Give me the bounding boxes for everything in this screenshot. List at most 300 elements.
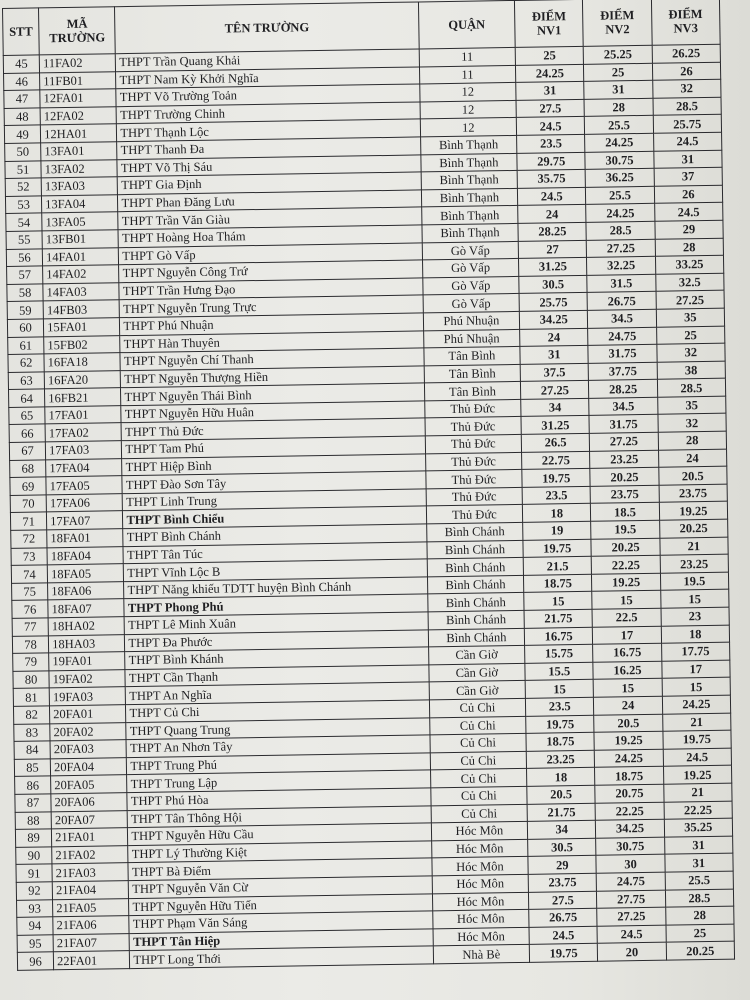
cell-code: 14FA02 [43, 265, 120, 284]
cell-school-name: THPT Gia Định [118, 172, 422, 194]
cell-score-nv3: 31 [653, 150, 722, 169]
cell-code: 12HA01 [40, 124, 117, 143]
cell-score-nv2: 25.25 [584, 45, 653, 64]
cell-stt: 75 [12, 583, 48, 601]
cell-score-nv2: 19.5 [591, 520, 660, 539]
cell-district: Bình Thạnh [421, 171, 518, 190]
cell-stt: 83 [14, 723, 50, 741]
cell-score-nv2: 27.25 [597, 907, 666, 926]
cell-score-nv3: 28 [655, 238, 724, 257]
cell-stt: 87 [15, 794, 51, 812]
cell-school-name: THPT Võ Thị Sáu [117, 155, 421, 177]
cell-code: 21FA06 [53, 916, 130, 935]
cell-score-nv2: 24.25 [595, 749, 664, 768]
cell-code: 15FA01 [44, 318, 121, 337]
cell-stt: 96 [17, 952, 53, 970]
cell-district: Tân Bình [424, 346, 521, 365]
cell-school-name: THPT Thạnh Lộc [117, 119, 421, 141]
cell-score-nv1: 30.5 [519, 275, 588, 294]
cell-school-name: THPT Nguyễn Hữu Cầu [128, 823, 432, 845]
cell-score-nv1: 15.5 [525, 662, 594, 681]
cell-score-nv3: 22.25 [664, 801, 733, 820]
cell-score-nv3: 38 [657, 361, 726, 380]
cell-score-nv1: 34.25 [519, 310, 588, 329]
cell-score-nv2: 23.75 [590, 485, 659, 504]
cell-stt: 79 [13, 653, 49, 671]
cell-district: Thủ Đức [426, 487, 523, 506]
cell-school-name: THPT Năng khiếu TDTT huyện Bình Chánh [124, 577, 428, 599]
cell-code: 14FA01 [42, 247, 119, 266]
cell-score-nv2: 30.75 [585, 151, 654, 170]
cell-code: 13FB01 [42, 230, 119, 249]
cell-code: 20FA07 [51, 810, 128, 829]
cell-school-name: THPT Phạm Văn Sáng [129, 911, 433, 933]
cell-school-name: THPT Hiệp Bình [122, 454, 426, 476]
cell-code: 21FA04 [52, 881, 129, 900]
cell-score-nv2: 30 [596, 855, 665, 874]
cell-district: Gò Vấp [422, 259, 519, 278]
cell-school-name: THPT Trung Phú [127, 753, 431, 775]
cell-district: Gò Vấp [423, 276, 520, 295]
cell-stt: 55 [6, 231, 42, 249]
cell-score-nv3: 19.25 [663, 765, 732, 784]
cell-score-nv1: 24.5 [516, 117, 585, 136]
cell-score-nv1: 26.75 [529, 908, 598, 927]
cell-stt: 69 [10, 477, 46, 495]
cell-code: 11FA02 [39, 54, 116, 73]
cell-school-name: THPT An Nghĩa [126, 682, 430, 704]
cell-score-nv2: 18.75 [595, 767, 664, 786]
cell-score-nv3: 25.75 [653, 115, 722, 134]
cell-district: Bình Chánh [427, 558, 524, 577]
cell-score-nv2: 15 [594, 679, 663, 698]
cell-school-name: THPT Vĩnh Lộc B [124, 559, 428, 581]
cell-district: Bình Thạnh [421, 153, 518, 172]
cell-score-nv1: 29.75 [517, 152, 586, 171]
cell-district: Thủ Đức [425, 434, 522, 453]
cell-district: Hóc Môn [431, 839, 528, 858]
cell-score-nv2: 22.25 [592, 555, 661, 574]
cell-score-nv1: 24 [518, 205, 587, 224]
cell-district: Cần Giờ [428, 646, 525, 665]
cell-district: 11 [419, 65, 516, 84]
cell-stt: 70 [10, 495, 46, 513]
cell-stt: 89 [15, 829, 51, 847]
cell-code: 16FA20 [44, 370, 121, 389]
cell-code: 15FB02 [44, 335, 121, 354]
cell-score-nv3: 19.25 [659, 502, 728, 521]
cell-score-nv3: 24 [658, 449, 727, 468]
cell-score-nv1: 35.75 [517, 170, 586, 189]
cell-score-nv1: 23.75 [528, 873, 597, 892]
cell-stt: 66 [9, 424, 45, 442]
cell-district: Phú Nhuận [423, 329, 520, 348]
cell-score-nv3: 25.5 [665, 871, 734, 890]
cell-score-nv2: 28 [584, 98, 653, 117]
cell-code: 17FA06 [46, 494, 123, 513]
cell-score-nv3: 33.25 [655, 255, 724, 274]
cell-score-nv1: 31 [520, 345, 589, 364]
cell-score-nv2: 34.5 [589, 397, 658, 416]
cell-score-nv2: 23.25 [590, 450, 659, 469]
cell-school-name: THPT Phong Phú [124, 594, 428, 616]
cell-school-name: THPT Trung Lập [127, 770, 431, 792]
cell-district: Thủ Đức [426, 470, 523, 489]
cell-score-nv2: 20.75 [595, 784, 664, 803]
cell-district: Bình Thạnh [421, 188, 518, 207]
cell-school-name: THPT Nguyễn Văn Cừ [129, 876, 433, 898]
cell-score-nv2: 17 [593, 626, 662, 645]
cell-school-name: THPT Thanh Đa [117, 137, 421, 159]
cell-school-name: THPT Quang Trung [126, 717, 430, 739]
cell-score-nv3: 37 [654, 167, 723, 186]
cell-school-name: THPT Củ Chi [126, 700, 430, 722]
cell-district: Củ Chi [430, 769, 527, 788]
cell-score-nv2: 27.25 [587, 239, 656, 258]
cell-stt: 78 [12, 635, 48, 653]
cell-code: 17FA01 [45, 406, 122, 425]
cell-district: Bình Chánh [426, 522, 523, 541]
cell-score-nv1: 20.5 [527, 785, 596, 804]
cell-district: Bình Thạnh [421, 206, 518, 225]
cell-score-nv2: 24.75 [597, 872, 666, 891]
cell-score-nv3: 19.5 [660, 572, 729, 591]
cell-score-nv1: 23.5 [522, 486, 591, 505]
cell-score-nv2: 28.25 [589, 380, 658, 399]
cell-code: 21FA03 [52, 863, 129, 882]
cell-stt: 58 [7, 284, 43, 302]
cell-score-nv1: 31 [516, 82, 585, 101]
cell-code: 20FA03 [50, 740, 127, 759]
cell-stt: 51 [5, 160, 41, 178]
cell-code: 18FA04 [47, 546, 124, 565]
cell-score-nv1: 18 [522, 504, 591, 523]
cell-score-nv2: 24.25 [585, 133, 654, 152]
cell-school-name: THPT Trần Văn Giàu [118, 207, 422, 229]
cell-score-nv2: 34.5 [588, 309, 657, 328]
cell-score-nv1: 24 [520, 328, 589, 347]
cell-district: 11 [419, 47, 516, 66]
cell-school-name: THPT Trường Chinh [117, 102, 421, 124]
cell-school-name: THPT Gò Vấp [119, 242, 423, 264]
cell-score-nv2: 20 [598, 942, 667, 961]
header-nv3: ĐIỂM NV3 [651, 0, 720, 45]
cell-score-nv1: 31.25 [519, 257, 588, 276]
cell-score-nv2: 24.5 [597, 925, 666, 944]
cell-score-nv1: 18 [527, 768, 596, 787]
cell-district: Hóc Môn [432, 874, 529, 893]
header-nv2: ĐIỂM NV2 [583, 0, 652, 46]
cell-score-nv1: 26.5 [521, 433, 590, 452]
cell-code: 18FA06 [48, 581, 125, 600]
cell-stt: 77 [12, 618, 48, 636]
cell-stt: 50 [5, 143, 41, 161]
cell-score-nv2: 16.75 [593, 643, 662, 662]
cell-score-nv2: 19.25 [592, 573, 661, 592]
cell-code: 17FA03 [45, 441, 122, 460]
cell-score-nv3: 17.75 [661, 642, 730, 661]
cell-district: Cần Giờ [429, 663, 526, 682]
cell-score-nv1: 27 [518, 240, 587, 259]
cell-district: Bình Chánh [427, 575, 524, 594]
cell-district: Thủ Đức [425, 452, 522, 471]
cell-score-nv2: 27.75 [597, 890, 666, 909]
cell-score-nv3: 27.25 [656, 291, 725, 310]
cell-school-name: THPT Bình Khánh [125, 647, 429, 669]
cell-score-nv2: 37.75 [589, 362, 658, 381]
cell-score-nv3: 23.25 [660, 554, 729, 573]
cell-district: 12 [420, 100, 517, 119]
cell-school-name: THPT Phú Nhuận [120, 313, 424, 335]
cell-code: 12FA01 [40, 89, 117, 108]
cell-stt: 46 [4, 73, 40, 91]
cell-stt: 81 [13, 688, 49, 706]
cell-stt: 80 [13, 671, 49, 689]
cell-school-name: THPT Trần Quang Khải [116, 49, 420, 71]
cell-score-nv1: 24.5 [518, 187, 587, 206]
cell-code: 17FA07 [47, 511, 124, 530]
cell-district: Tân Bình [424, 382, 521, 401]
cell-school-name: THPT Phan Đăng Lưu [118, 190, 422, 212]
cell-score-nv1: 24.25 [516, 64, 585, 83]
cell-score-nv1: 28.25 [518, 222, 587, 241]
cell-score-nv3: 28.5 [665, 889, 734, 908]
cell-school-name: THPT Nguyễn Công Trứ [119, 260, 423, 282]
cell-school-name: THPT Linh Trung [123, 489, 427, 511]
cell-school-name: THPT Tân Túc [123, 542, 427, 564]
header-code: MÃ TRƯỜNG [39, 7, 116, 55]
cell-school-name: THPT Lý Thường Kiệt [128, 841, 432, 863]
cell-score-nv1: 21.75 [524, 609, 593, 628]
cell-stt: 62 [8, 354, 44, 372]
cell-school-name: THPT Hàn Thuyên [120, 330, 424, 352]
cell-score-nv2: 31.5 [587, 274, 656, 293]
cell-score-nv2: 25.5 [585, 116, 654, 135]
cell-score-nv2: 25 [584, 63, 653, 82]
cell-score-nv3: 21 [660, 537, 729, 556]
cell-score-nv2: 20.5 [594, 714, 663, 733]
cell-stt: 52 [5, 178, 41, 196]
cell-score-nv1: 27.5 [516, 99, 585, 118]
cell-score-nv1: 25 [515, 46, 584, 65]
cell-score-nv3: 26 [652, 62, 721, 81]
cell-district: Bình Thạnh [420, 135, 517, 154]
cell-district: Hóc Môn [432, 857, 529, 876]
cell-district: Thủ Đức [426, 505, 523, 524]
cell-stt: 76 [12, 600, 48, 618]
cell-district: Bình Thạnh [422, 223, 519, 242]
cell-score-nv3: 26.25 [652, 44, 721, 63]
cell-code: 14FB03 [43, 300, 120, 319]
cell-code: 19FA02 [49, 669, 126, 688]
cell-stt: 82 [13, 706, 49, 724]
cell-score-nv1: 22.75 [522, 451, 591, 470]
cell-score-nv3: 32 [658, 414, 727, 433]
cell-score-nv1: 19 [523, 521, 592, 540]
cell-score-nv1: 27.5 [529, 891, 598, 910]
cell-district: Củ Chi [429, 716, 526, 735]
cell-school-name: THPT Tân Hiệp [130, 929, 434, 951]
cell-score-nv2: 36.25 [585, 168, 654, 187]
cell-score-nv3: 26 [654, 185, 723, 204]
cell-school-name: THPT Nguyễn Hữu Tiến [129, 893, 433, 915]
cell-district: Bình Chánh [427, 540, 524, 559]
cell-school-name: THPT Bình Chánh [123, 524, 427, 546]
cell-district: Bình Chánh [427, 593, 524, 612]
cell-stt: 94 [17, 917, 53, 935]
cell-code: 21FA07 [53, 933, 130, 952]
cell-district: Củ Chi [431, 804, 528, 823]
cell-stt: 91 [16, 864, 52, 882]
cell-score-nv3: 20.5 [658, 466, 727, 485]
cell-score-nv1: 16.75 [524, 627, 593, 646]
cell-stt: 45 [3, 55, 39, 73]
cell-school-name: THPT An Nhơn Tây [126, 735, 430, 757]
cell-district: Củ Chi [429, 698, 526, 717]
cell-code: 20FA05 [51, 775, 128, 794]
cell-score-nv1: 23.25 [526, 750, 595, 769]
cell-school-name: THPT Bình Chiểu [123, 506, 427, 528]
cell-score-nv2: 24.25 [586, 204, 655, 223]
cell-code: 13FA02 [41, 159, 118, 178]
cell-stt: 72 [11, 530, 47, 548]
cell-district: Hóc Môn [433, 927, 530, 946]
cell-score-nv2: 27.25 [590, 432, 659, 451]
cell-score-nv3: 24.25 [662, 695, 731, 714]
cell-stt: 60 [7, 319, 43, 337]
cell-district: Củ Chi [430, 734, 527, 753]
cell-code: 21FA02 [52, 845, 129, 864]
cell-score-nv1: 30.5 [528, 838, 597, 857]
cell-score-nv2: 28.5 [586, 221, 655, 240]
cell-district: 12 [420, 118, 517, 137]
cell-score-nv3: 25 [656, 326, 725, 345]
cell-score-nv3: 24.5 [663, 748, 732, 767]
cell-score-nv2: 22.5 [592, 608, 661, 627]
cell-school-name: THPT Cần Thạnh [125, 665, 429, 687]
cell-school-name: THPT Nguyễn Thái Bình [121, 383, 425, 405]
cell-school-name: THPT Tam Phú [122, 436, 426, 458]
cell-district: Gò Vấp [423, 294, 520, 313]
cell-district: Gò Vấp [422, 241, 519, 260]
cell-district: Củ Chi [431, 786, 528, 805]
cell-stt: 53 [5, 196, 41, 214]
cell-score-nv2: 34.25 [596, 819, 665, 838]
cell-score-nv2: 30.75 [596, 837, 665, 856]
cell-score-nv1: 37.5 [520, 363, 589, 382]
cell-score-nv1: 21.75 [527, 803, 596, 822]
cell-school-name: THPT Nguyễn Hữu Huân [121, 401, 425, 423]
cell-score-nv1: 25.75 [519, 293, 588, 312]
cell-code: 17FA05 [46, 476, 123, 495]
header-name: TÊN TRƯỜNG [115, 2, 419, 54]
cell-stt: 57 [7, 266, 43, 284]
cell-code: 18HA02 [48, 617, 125, 636]
cell-code: 18FA01 [47, 529, 124, 548]
cell-score-nv3: 15 [662, 678, 731, 697]
cell-code: 18FA05 [47, 564, 124, 583]
cell-stt: 61 [8, 336, 44, 354]
cell-score-nv1: 15.75 [525, 644, 594, 663]
cell-score-nv2: 20.25 [590, 467, 659, 486]
admission-score-table [2, 0, 735, 971]
cell-score-nv1: 23.5 [526, 697, 595, 716]
cell-score-nv2: 31.75 [589, 415, 658, 434]
cell-score-nv3: 17 [662, 660, 731, 679]
cell-code: 13FA03 [41, 177, 118, 196]
cell-code: 13FA05 [42, 212, 119, 231]
cell-stt: 93 [17, 899, 53, 917]
cell-school-name: THPT Nam Kỳ Khởi Nghĩa [116, 67, 420, 89]
cell-school-name: THPT Đa Phước [125, 629, 429, 651]
cell-score-nv2: 20.25 [591, 538, 660, 557]
cell-school-name: THPT Võ Trường Toản [116, 84, 420, 106]
cell-score-nv3: 35.25 [664, 818, 733, 837]
cell-code: 16FB21 [45, 388, 122, 407]
cell-score-nv3: 28.5 [657, 378, 726, 397]
cell-code: 20FA06 [51, 793, 128, 812]
cell-score-nv3: 35 [656, 308, 725, 327]
cell-score-nv1: 23.5 [517, 134, 586, 153]
cell-score-nv3: 18 [661, 625, 730, 644]
cell-score-nv1: 19.75 [526, 715, 595, 734]
cell-score-nv2: 19.25 [594, 731, 663, 750]
cell-score-nv2: 24.75 [588, 327, 657, 346]
cell-score-nv3: 31 [665, 853, 734, 872]
cell-school-name: THPT Lê Minh Xuân [125, 612, 429, 634]
cell-school-name: THPT Nguyễn Trung Trực [120, 295, 424, 317]
cell-code: 19FA03 [49, 687, 126, 706]
cell-district: Cần Giờ [429, 681, 526, 700]
cell-stt: 49 [4, 125, 40, 143]
cell-score-nv2: 18.5 [591, 503, 660, 522]
header-district: QUẬN [418, 0, 515, 49]
cell-score-nv1: 21.5 [523, 557, 592, 576]
cell-code: 13FA04 [42, 194, 119, 213]
cell-score-nv1: 29 [528, 856, 597, 875]
cell-score-nv1: 15 [525, 680, 594, 699]
cell-stt: 54 [6, 213, 42, 231]
cell-score-nv3: 24.5 [654, 203, 723, 222]
table-body [3, 44, 734, 970]
cell-code: 17FA02 [45, 423, 122, 442]
cell-code: 12FA02 [40, 106, 117, 125]
cell-school-name: THPT Long Thới [130, 946, 434, 968]
cell-code: 21FA01 [52, 828, 129, 847]
cell-stt: 95 [17, 934, 53, 952]
cell-stt: 64 [8, 389, 44, 407]
cell-stt: 90 [16, 847, 52, 865]
cell-stt: 63 [8, 372, 44, 390]
cell-stt: 84 [14, 741, 50, 759]
cell-score-nv2: 15 [592, 591, 661, 610]
cell-school-name: THPT Nguyễn Chí Thanh [120, 348, 424, 370]
cell-score-nv1: 19.75 [522, 469, 591, 488]
cell-school-name: THPT Trần Hưng Đạo [119, 278, 423, 300]
cell-stt: 47 [4, 90, 40, 108]
cell-stt: 85 [14, 759, 50, 777]
cell-school-name: THPT Nguyễn Thượng Hiền [121, 366, 425, 388]
cell-score-nv3: 21 [663, 783, 732, 802]
cell-score-nv3: 19.75 [663, 730, 732, 749]
cell-code: 14FA03 [43, 282, 120, 301]
cell-score-nv2: 31.75 [588, 344, 657, 363]
cell-score-nv3: 28 [665, 906, 734, 925]
cell-score-nv3: 31 [664, 836, 733, 855]
cell-score-nv3: 23.75 [659, 484, 728, 503]
cell-stt: 86 [15, 776, 51, 794]
cell-score-nv2: 25.5 [586, 186, 655, 205]
